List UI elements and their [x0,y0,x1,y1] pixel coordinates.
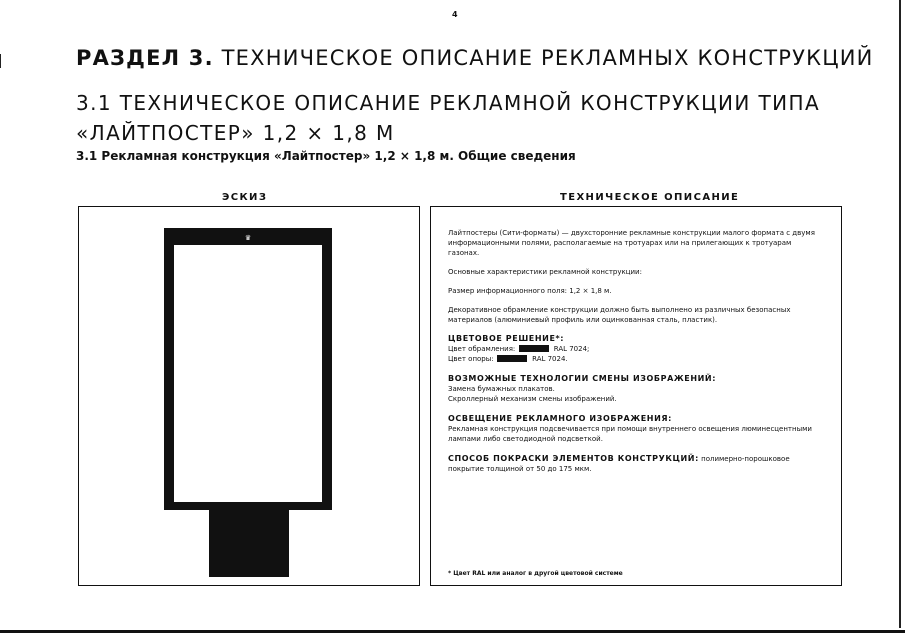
tech-description [448,228,823,484]
section-title [76,46,874,70]
paint-text: полимерно-порошковое покрытие толщиной от 50 до 175 мкм. [448,455,790,473]
lighting-text: Рекламная конструкция подсвечивается при помощи внутреннего освещения люминесцентными лампами либо светодиодной подсветкой. [448,425,812,443]
lighting-heading: ОСВЕЩЕНИЕ РЕКЛАМНОГО ИЗОБРАЖЕНИЯ: [448,414,672,423]
tech-change-heading: ВОЗМОЖНЫЕ ТЕХНОЛОГИИ СМЕНЫ ИЗОБРАЖЕНИЙ: [448,374,717,383]
right-edge-rule [899,0,901,628]
main-characteristics: Основные характеристики рекламной конструкции: [448,268,642,276]
support-color-value: RAL 7024. [532,355,568,363]
support-color-label: Цвет опоры: [448,355,494,363]
paint-heading: СПОСОБ ПОКРАСКИ ЭЛЕМЕНТОВ КОНСТРУКЦИЙ: [448,454,699,463]
frame-color-label: Цвет обрамления: [448,345,516,353]
billboard-screen [174,245,322,502]
subheading: 3.1 Рекламная конструкция «Лайтпостер» 1,2 × 1,8 м. Общие сведения [76,149,576,163]
tech-change-block [448,374,823,404]
tech-change-line1: Замена бумажных плакатов. [448,385,555,393]
frame-color-swatch [519,345,549,352]
frame-color-line [448,344,823,354]
paint-line [448,454,823,474]
frame-color-value: RAL 7024; [553,345,590,353]
support-color-swatch [497,355,527,362]
tech-change-line2: Скроллерный механизм смены изображений. [448,395,617,403]
tech-column-label: ТЕХНИЧЕСКОЕ ОПИСАНИЕ [560,192,740,203]
color-block [448,334,823,364]
color-heading: ЦВЕТОВОЕ РЕШЕНИЕ*: [448,334,565,343]
footnote: * Цвет RAL или аналог в другой цветовой системе [448,570,623,577]
paint-block [448,454,823,474]
tech-intro: Лайтпостеры (Сити-форматы) — двухсторонние рекламные конструкции малого формата с двумя информационными полями, располагаемые на тротуарах или на прилегающих к тротуарам газонах. [448,229,815,257]
decor-text: Декоративное обрамление конструкции должно быть выполнено из различных безопасных материалов (алюминиевый профиль или оцинкованная сталь, пластик). [448,306,791,324]
left-edge-tick [0,54,1,68]
crown-logo-icon: ♛ [244,234,252,242]
bottom-edge-rule [0,630,905,633]
section-label: РАЗДЕЛ 3. [76,46,214,70]
support-color-line [448,354,823,364]
billboard-support [209,510,289,577]
info-field-size: Размер информационного поля: 1,2 × 1,8 м. [448,287,612,295]
lighting-block [448,414,823,444]
section-title-text: ТЕХНИЧЕСКОЕ ОПИСАНИЕ РЕКЛАМНЫХ КОНСТРУКЦИЙ [221,46,874,70]
sketch-column-label: ЭСКИЗ [222,192,268,203]
subsection-title: 3.1 ТЕХНИЧЕСКОЕ ОПИСАНИЕ РЕКЛАМНОЙ КОНСТРУКЦИИ ТИПА «ЛАЙТПОСТЕР» 1,2 × 1,8 М [76,91,821,145]
page-number: 4 [452,10,458,19]
